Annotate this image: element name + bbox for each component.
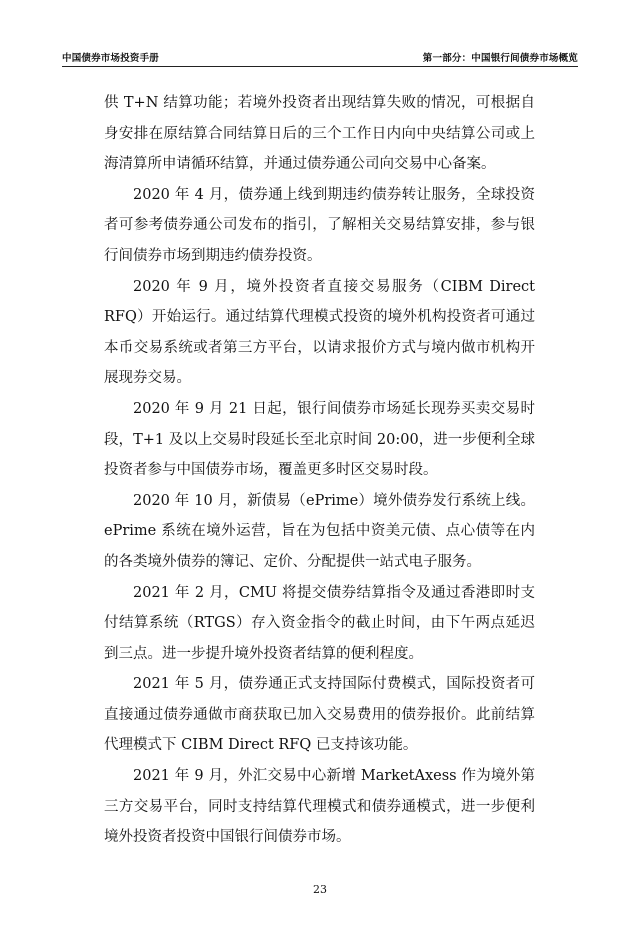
page-header (62, 50, 578, 64)
header-section-title: 第一部分：中国银行间债券市场概览 (422, 53, 578, 64)
paragraph-2021-02: 2021 年 2 月，CMU 将提交债券结算指令及通过香港即时支付结算系统（RTGS）存入资金指令的截止时间，由下午两点延迟到三点。进一步提升境外投资者结算的便利程度。 (104, 584, 535, 662)
paragraph-continued: 供 T+N 结算功能；若境外投资者出现结算失败的情况，可根据自身安排在原结算合同结算日后的三个工作日内向中央结算公司或上海清算所申请循环结算，并通过债券通公司向交易中心备案。 (104, 95, 535, 173)
header-divider (62, 66, 578, 67)
paragraph-2020-04: 2020 年 4 月，债券通上线到期违约债券转让服务，全球投资者可参考债券通公司发布的指引，了解相关交易结算安排，参与银行间债券市场到期违约债券投资。 (104, 186, 535, 264)
paragraph-2020-10: 2020 年 10 月，新债易（ePrime）境外债券发行系统上线。ePrime 系统在境外运营，旨在为包括中资美元债、点心债等在内的各类境外债券的簿记、定价、分配提供一站式电子服务。 (104, 492, 535, 570)
paragraph-2020-09: 2020 年 9 月，境外投资者直接交易服务（CIBM Direct RFQ）开始运行。通过结算代理模式投资的境外机构投资者可通过本币交易系统或者第三方平台，以请求报价方式与境内做市机构开展现券交易。 (104, 278, 535, 387)
paragraph-2021-09: 2021 年 9 月，外汇交易中心新增 MarketAxess 作为境外第三方交易平台，同时支持结算代理模式和债券通模式，进一步便利境外投资者投资中国银行间债券市场。 (104, 768, 535, 846)
paragraph-2020-09-21: 2020 年 9 月 21 日起，银行间债券市场延长现券买卖交易时段，T+1 及以上交易时段延长至北京时间 20:00，进一步便利全球投资者参与中国债券市场，覆盖更多时区交易时段。 (104, 400, 535, 479)
header-book-title: 中国债券市场投资手册 (62, 53, 160, 64)
page-number: 23 (313, 883, 327, 896)
page-body (104, 88, 535, 853)
paragraph-2021-05: 2021 年 5 月，债券通正式支持国际付费模式，国际投资者可直接通过债券通做市商获取已加入交易费用的债券报价。此前结算代理模式下 CIBM Direct RFQ 已支持该功能。 (104, 676, 535, 754)
